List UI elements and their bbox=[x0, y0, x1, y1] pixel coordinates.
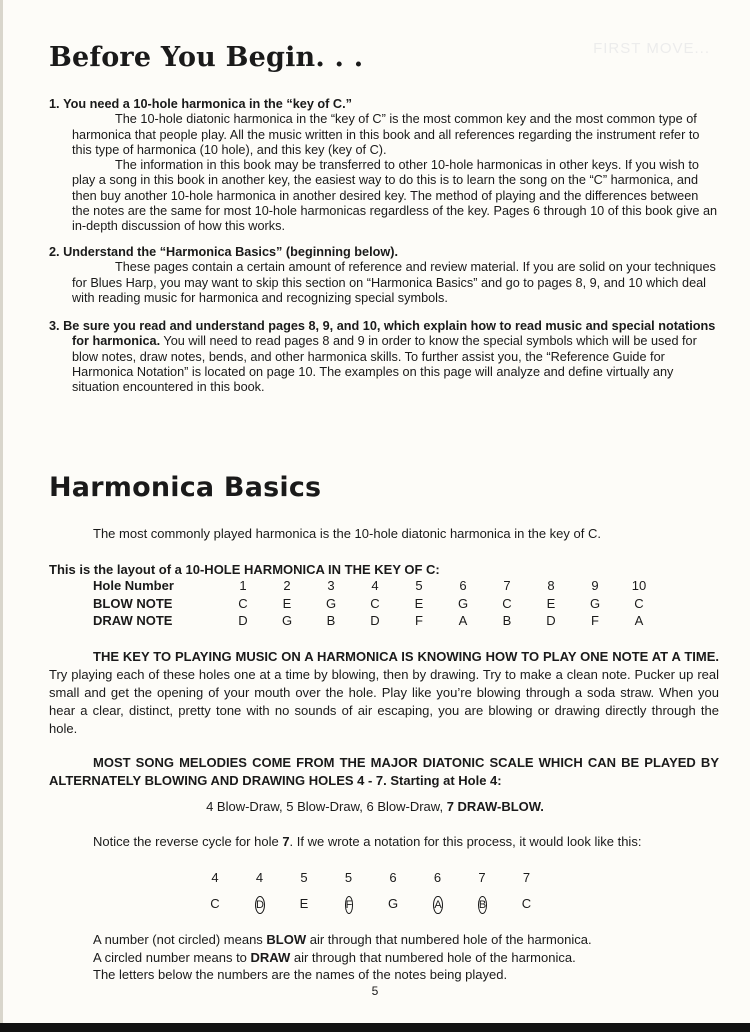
item-paragraph: You will need to read pages 8 and 9 in order to know the special symbols which will be used for blow notes, draw notes, bends, and other harmonica skills. To further assist you, the “Reference Guide for Harmonica Notation” is located on page 10. The examples on this page will analyze and define virtually any situation encountered in this book. bbox=[72, 334, 697, 395]
table-cell: C bbox=[370, 595, 380, 611]
legend-line-draw bbox=[93, 949, 713, 967]
circled-note bbox=[339, 896, 359, 914]
key-body: Try playing each of these holes one at a time by blowing, then by drawing. Try to make a clean note. Pucker up real small and get the opening of your mouth over the hole. Play like you’re blowing through a soda straw. When you hear a clear, distinct, pretty tone with no sounds of air escaping, you are blowing or drawing directly through the hole. bbox=[49, 667, 719, 736]
hole-number: 5 bbox=[344, 870, 353, 885]
table-cell: C bbox=[238, 595, 248, 611]
table-row bbox=[93, 577, 661, 595]
harmonica-layout-table bbox=[93, 577, 661, 630]
page-edge bbox=[0, 0, 3, 1032]
hole-number: 6 bbox=[433, 870, 442, 885]
bleed-through-text: FIRST MOVE... bbox=[593, 40, 710, 57]
table-cell: B bbox=[326, 613, 336, 629]
table-cell: G bbox=[281, 613, 293, 629]
table-cell: B bbox=[502, 613, 512, 629]
note bbox=[205, 896, 225, 911]
table-cell: 2 bbox=[283, 578, 291, 594]
notice-text: . If we wrote a notation for this process, it would look like this: bbox=[289, 834, 642, 849]
item-number: 2. bbox=[49, 245, 60, 259]
table-cell: F bbox=[591, 613, 599, 629]
item-lead: Understand the “Harmonica Basics” (beginning below). bbox=[63, 245, 398, 259]
row-label: BLOW NOTE bbox=[93, 595, 173, 611]
legend-text: A number (not circled) means bbox=[93, 932, 267, 947]
table-cell: F bbox=[415, 613, 423, 629]
notation-legend bbox=[93, 931, 713, 984]
notice-text: Notice the reverse cycle for hole bbox=[93, 834, 283, 849]
table-cell: D bbox=[238, 613, 248, 629]
draw-note-letter: A bbox=[433, 896, 442, 914]
table-cell: 3 bbox=[327, 578, 335, 594]
draw-note-letter: F bbox=[345, 896, 354, 914]
blow-draw-line bbox=[0, 798, 750, 816]
legend-text: air through that numbered hole of the harmonica. bbox=[290, 949, 576, 965]
table-cell: 7 bbox=[503, 578, 511, 594]
item-paragraph: The 10-hole diatonic harmonica in the “key of C” is the most common key and the most common type of harmonica that people play. All the music written in this book and all references regarding the instrument refer to this type of harmonica (10 hole), and this key (key of C). bbox=[72, 112, 700, 157]
table-cell: G bbox=[325, 595, 337, 611]
circled-note bbox=[250, 896, 270, 914]
hole-number: 5 bbox=[300, 870, 308, 885]
table-cell: G bbox=[457, 595, 469, 611]
list-item-2 bbox=[49, 245, 719, 306]
circled-note bbox=[472, 896, 492, 914]
note bbox=[294, 896, 314, 911]
legend-keyword: DRAW bbox=[250, 949, 291, 965]
hole-number: 4 bbox=[255, 870, 264, 885]
list-item-1 bbox=[49, 97, 719, 235]
scan-bottom-edge bbox=[0, 1023, 750, 1032]
item-paragraph: The information in this book may be transferred to other 10-hole harmonicas in other keys. If you wish to play a song in this book in another key, the easiest way to do this is to learn the song on the “C” harmonica, and then buy another 10-hole harmonica in another desired key. The method of playing and the differences between the notes are the same for most 10-hole harmonicas regardless of the key. Pages 6 through 10 of this book give an in-depth discussion of how this works. bbox=[72, 158, 718, 234]
legend-text: A circled number means to bbox=[93, 949, 251, 965]
scale-lead: MOST SONG MELODIES COME FROM THE MAJOR DIATONIC SCALE WHICH CAN BE PLAYED BY ALTERNATELY BLOWING AND DRAWING HOLES 4 - 7. Starting at Hole 4: bbox=[49, 755, 719, 788]
notice-hole: 7 bbox=[282, 834, 290, 849]
item-lead: You need a 10-hole harmonica in the “key of C.” bbox=[63, 97, 352, 111]
blow-note-letter: C bbox=[521, 896, 532, 911]
key-lead: THE KEY TO PLAYING MUSIC ON A HARMONICA IS KNOWING HOW TO PLAY ONE NOTE AT A TIME. bbox=[93, 649, 719, 664]
layout-title: This is the layout of a 10-HOLE HARMONICA IN THE KEY OF C: bbox=[49, 562, 440, 577]
item-number: 3. bbox=[49, 319, 60, 333]
intro-paragraph: The most commonly played harmonica is the 10-hole diatonic harmonica in the key of C. bbox=[93, 526, 601, 541]
item-paragraph: These pages contain a certain amount of reference and review material. If you are solid on your techniques for Blues Harp, you may want to skip this section on “Harmonica Basics” and go to pages 8, 9, and 10 which deal with reading music for harmonica and recognizing special symbols. bbox=[72, 260, 716, 305]
row-label: DRAW NOTE bbox=[93, 613, 173, 629]
table-cell: A bbox=[634, 613, 644, 629]
blow-note-letter: C bbox=[210, 896, 220, 911]
table-cell: 9 bbox=[591, 578, 599, 594]
table-cell: 6 bbox=[459, 578, 467, 594]
legend-line-letters: The letters below the numbers are the names of the notes being played. bbox=[93, 967, 508, 982]
blow-draw-5: 5 Blow-Draw, bbox=[286, 799, 367, 814]
draw-blow-7: 7 DRAW-BLOW. bbox=[446, 799, 544, 814]
notice-paragraph bbox=[93, 833, 723, 851]
item-lead: Be sure you read and understand pages 8, 9, and 10, which explain how to read music and special notations for harmonica. bbox=[63, 319, 716, 349]
table-cell: D bbox=[370, 613, 380, 629]
table-cell: E bbox=[282, 595, 292, 611]
table-cell: E bbox=[414, 595, 424, 611]
table-cell: E bbox=[546, 595, 556, 611]
hole-number: 4 bbox=[211, 870, 219, 885]
hole-number: 7 bbox=[478, 870, 486, 885]
row-label: Hole Number bbox=[93, 578, 174, 594]
draw-note-letter: B bbox=[478, 896, 487, 914]
table-row bbox=[93, 595, 661, 613]
blow-draw-4: 4 Blow-Draw, bbox=[206, 799, 287, 814]
scale-paragraph bbox=[49, 754, 719, 790]
table-cell: 8 bbox=[547, 578, 555, 594]
key-paragraph bbox=[49, 648, 719, 738]
list-item-3 bbox=[49, 319, 719, 395]
hole-number: 6 bbox=[389, 870, 397, 885]
table-cell: C bbox=[634, 595, 644, 611]
circled-note bbox=[428, 896, 448, 914]
blow-draw-6: 6 Blow-Draw, bbox=[366, 799, 447, 814]
table-cell: A bbox=[458, 613, 468, 629]
hole-number: 7 bbox=[522, 870, 531, 885]
table-cell: C bbox=[502, 595, 512, 611]
note bbox=[383, 896, 403, 911]
blow-note-letter: G bbox=[387, 896, 399, 911]
legend-line-blow bbox=[93, 931, 713, 949]
page-number: 5 bbox=[371, 984, 379, 998]
blow-note-letter: E bbox=[299, 896, 309, 911]
table-cell: 10 bbox=[631, 578, 647, 594]
table-cell: 1 bbox=[239, 578, 247, 594]
legend-keyword: BLOW bbox=[266, 932, 307, 947]
table-row bbox=[93, 612, 661, 630]
draw-note-letter: D bbox=[255, 896, 265, 914]
legend-text: air through that numbered hole of the harmonica. bbox=[306, 932, 592, 947]
section-heading-harmonica-basics: Harmonica Basics bbox=[49, 472, 322, 503]
table-cell: 5 bbox=[415, 578, 423, 594]
table-cell: 4 bbox=[371, 578, 379, 594]
table-cell: G bbox=[589, 595, 601, 611]
table-cell: D bbox=[546, 613, 556, 629]
note bbox=[517, 896, 537, 911]
item-number: 1. bbox=[49, 97, 60, 111]
section-heading-before-you-begin: Before You Begin. . . bbox=[49, 42, 364, 73]
